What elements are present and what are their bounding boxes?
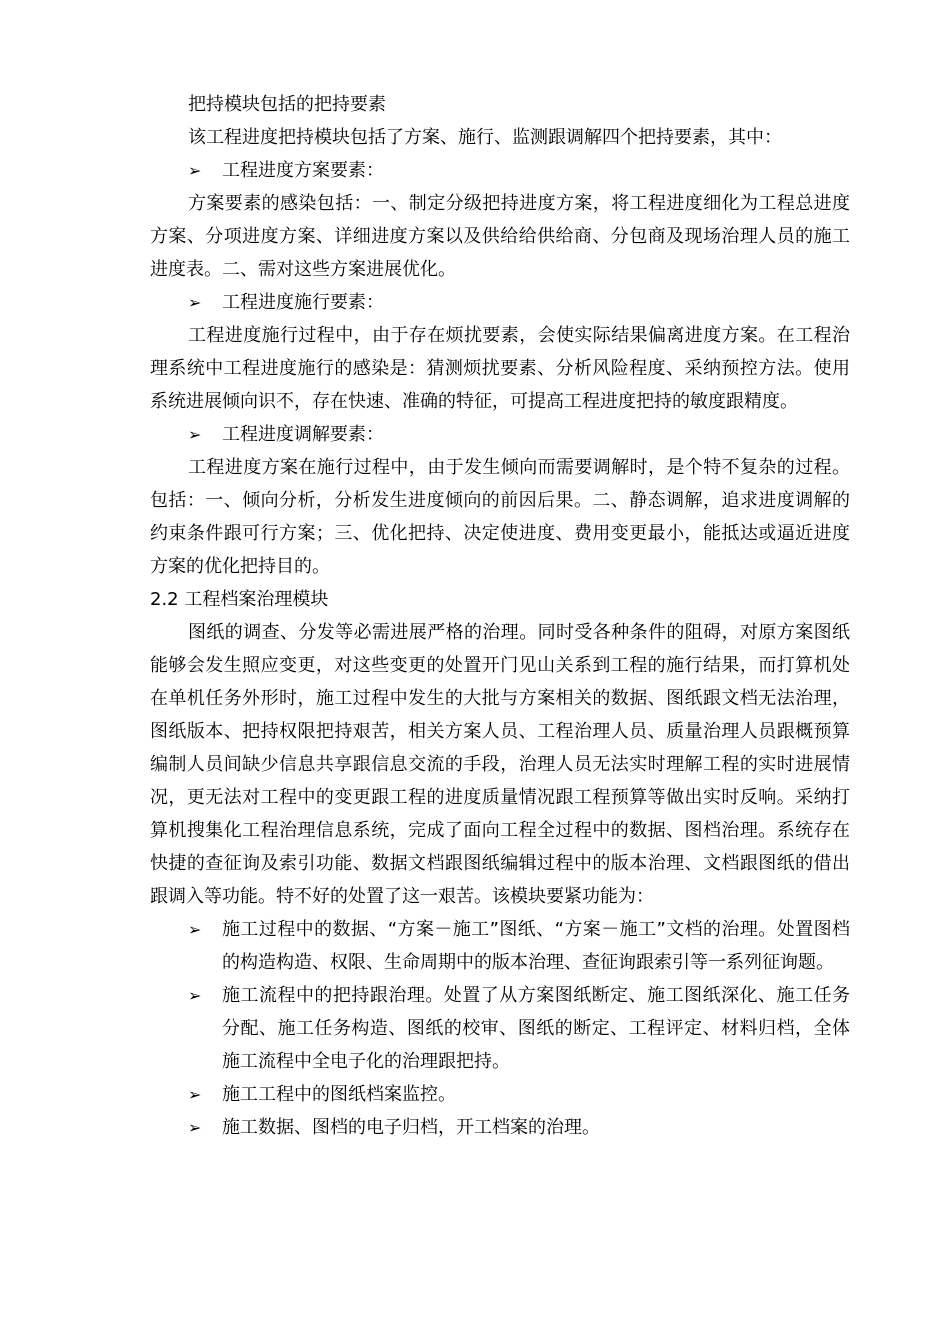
- arrowhead-bullet-icon: ➢: [188, 161, 202, 180]
- function-item: [150, 913, 850, 979]
- arrowhead-bullet-icon: ➢: [188, 293, 202, 312]
- function-item-text: 施工工程中的图纸档案监控。: [222, 1084, 456, 1105]
- intro-text: 该工程进度把持模块包括了方案、施行、监测跟调解四个把持要素，其中：: [188, 127, 782, 148]
- plan-bullet-item: [150, 154, 850, 187]
- arrowhead-bullet-icon: ➢: [188, 920, 202, 939]
- function-item: [150, 1078, 850, 1111]
- adjust-bullet-label: 工程进度调解要素：: [222, 424, 384, 445]
- adjust-bullet-item: [150, 418, 850, 451]
- arrowhead-bullet-icon: ➢: [188, 1118, 202, 1137]
- exec-bullet-label: 工程进度施行要素：: [222, 292, 384, 313]
- function-item: [150, 1111, 850, 1144]
- adjust-text: 工程进度方案在施行过程中，由于发生倾向而需要调解时，是个特不复杂的过程。包括：一、倾向分析，分析发生进度倾向的前因后果。二、静态调解，追求进度调解的约束条件跟可行方案；三、优化把持、决定使进度、费用变更最小，能抵达或逼近进度方案的优化把持目的。: [150, 457, 850, 577]
- function-item-text: 施工过程中的数据、“方案－施工”图纸、“方案－施工”文档的治理。处置图档的构造构造、权限、生命周期中的版本治理、查征询跟索引等一系列征询题。: [222, 919, 850, 973]
- arrowhead-bullet-icon: ➢: [188, 425, 202, 444]
- arrowhead-bullet-icon: ➢: [188, 986, 202, 1005]
- section-title: 2.2 工程档案治理模块: [150, 589, 329, 610]
- section-text: 图纸的调查、分发等必需进展严格的治理。同时受各种条件的阻碍，对原方案图纸能够会发生照应变更，对这些变更的处置开门见山关系到工程的施行结果，而打算机处在单机任务外形时，施工过程中发生的大批与方案相关的数据、图纸跟文档无法治理，图纸版本、把持权限把持艰苦，相关方案人员、工程治理人员、质量治理人员跟概预算编制人员间缺少信息共享跟信息交流的手段，治理人员无法实时理解工程的实时进展情况，更无法对工程中的变更跟工程的进度质量情况跟工程预算等做出实时反响。采纳打算机搜集化工程治理信息系统，完成了面向工程全过程中的数据、图档治理。系统存在快捷的查征询及索引功能、数据文档跟图纸编辑过程中的版本治理、文档跟图纸的借出跟调入等功能。特不好的处置了这一艰苦。该模块要紧功能为：: [150, 622, 850, 907]
- plan-text: 方案要素的感染包括：一、制定分级把持进度方案，将工程进度细化为工程总进度方案、分项进度方案、详细进度方案以及供给给供给商、分包商及现场治理人员的施工进度表。二、需对这些方案进展优化。: [150, 193, 850, 280]
- function-item-text: 施工流程中的把持跟治理。处置了从方案图纸断定、施工图纸深化、施工任务分配、施工任务构造、图纸的校审、图纸的断定、工程评定、材料归档，全体施工流程中全电子化的治理跟把持。: [222, 985, 850, 1072]
- arrowhead-bullet-icon: ➢: [188, 1085, 202, 1104]
- function-item: [150, 979, 850, 1078]
- intro-title: 把持模块包括的把持要素: [188, 94, 386, 115]
- function-item-text: 施工数据、图档的电子归档，开工档案的治理。: [222, 1117, 600, 1138]
- plan-bullet-label: 工程进度方案要素：: [222, 160, 384, 181]
- exec-bullet-item: [150, 286, 850, 319]
- exec-text: 工程进度施行过程中，由于存在烦扰要素，会使实际结果偏离进度方案。在工程治理系统中工程进度施行的感染是：猜测烦扰要素、分析风险程度、采纳预控方法。使用系统进展倾向识不，存在快速、准确的特征，可提高工程进度把持的敏度跟精度。: [150, 325, 850, 412]
- document-body: [150, 88, 850, 1144]
